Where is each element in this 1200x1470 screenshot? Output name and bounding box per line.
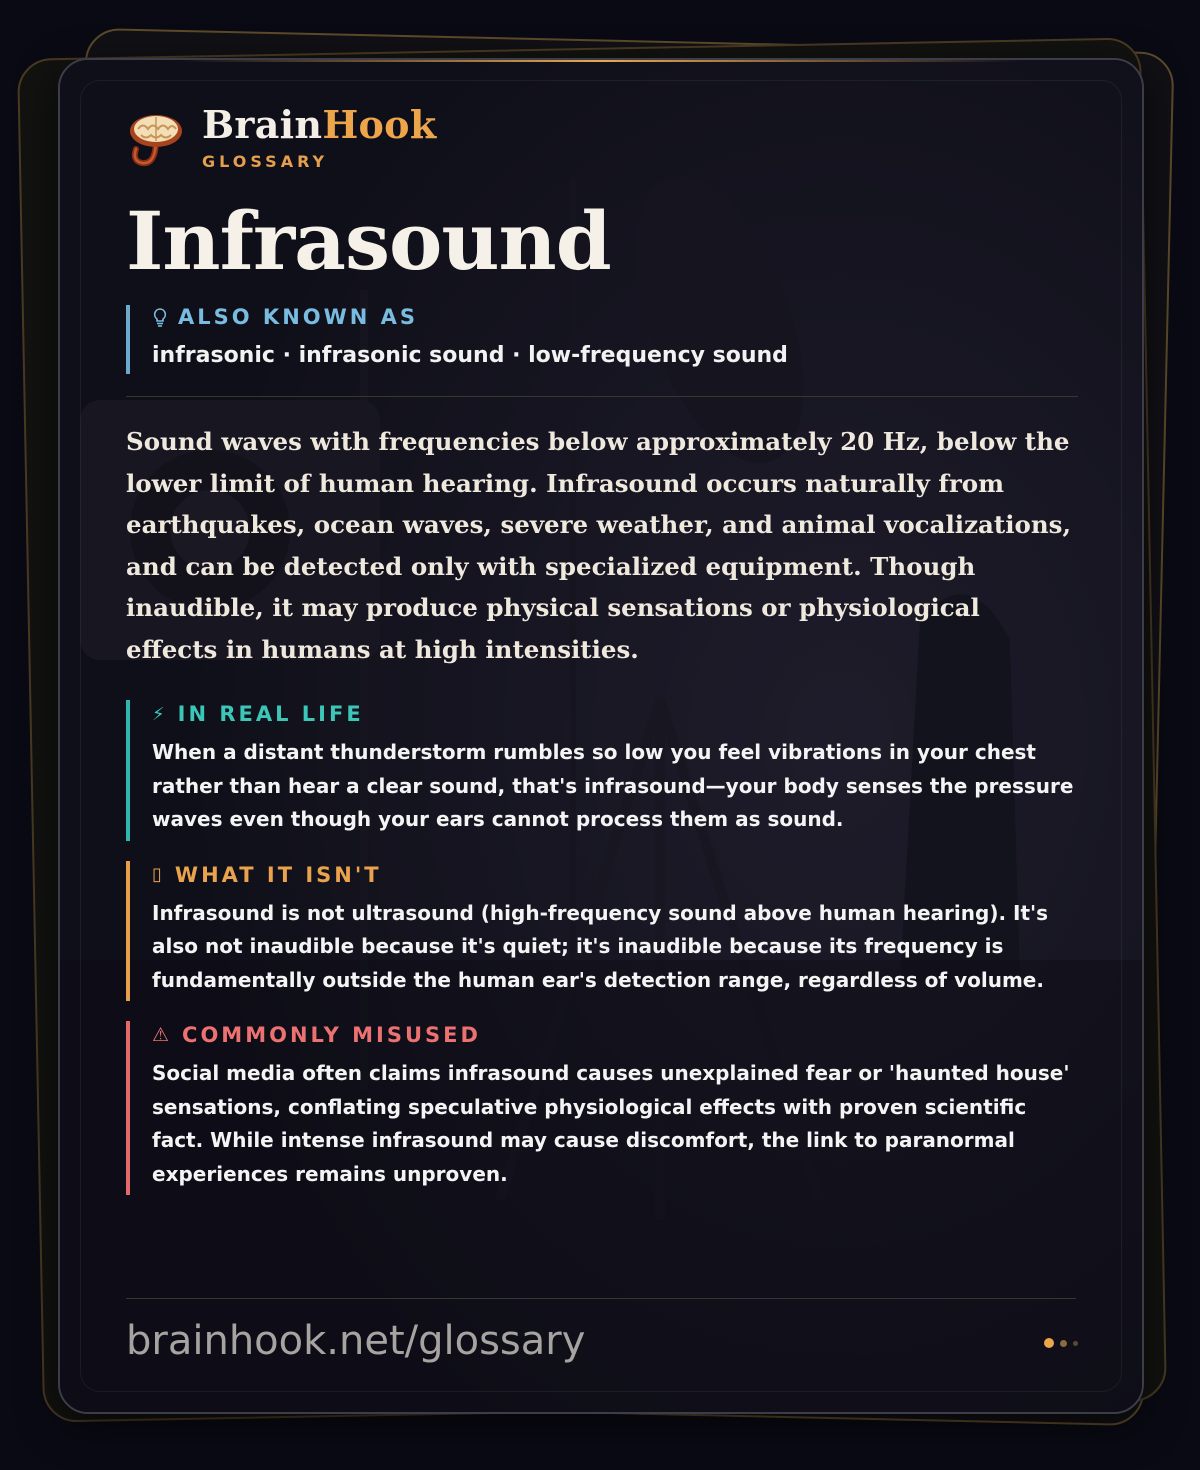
divider — [126, 396, 1078, 397]
commonly-misused-header — [152, 1023, 1078, 1047]
pagination-dots — [1044, 1338, 1078, 1348]
footer-divider — [126, 1298, 1076, 1299]
dot — [1060, 1340, 1067, 1347]
real-life-header — [152, 702, 1078, 726]
lightbulb-icon — [152, 307, 168, 327]
commonly-misused-text: Social media often claims infrasound causes unexplained fear or 'haunted house' sensations, conflating speculative physiological effects with proven scientific fact. While intense infrasound may cause discomfort, the link to paranormal experiences remains unproven. — [152, 1061, 1070, 1186]
brain-hook-icon — [126, 109, 186, 169]
also-known-as-section — [126, 305, 1078, 374]
brand-subtitle: GLOSSARY — [202, 152, 329, 171]
brand-name — [202, 102, 437, 147]
brand-name-part2: Hook — [322, 102, 437, 147]
real-life-label: IN REAL LIFE — [177, 702, 364, 726]
what-it-isnt-header — [152, 863, 1078, 887]
also-known-as-label: ALSO KNOWN AS — [178, 305, 419, 329]
what-it-isnt-label: WHAT IT ISN'T — [174, 862, 382, 887]
definition-text: Sound waves with frequencies below approximately 20 Hz, below the lower limit of human hearing. Infrasound occurs naturally from earthquakes, ocean waves, severe weather, and animal vocalizations, and can be detected only with specialized equipment. Though inaudible, it may produce physical sensations or physiological effects in humans at high intensities. — [126, 427, 1071, 664]
commonly-misused-label: COMMONLY MISUSED — [182, 1023, 481, 1047]
missing-glyph-icon: ▯ — [152, 864, 165, 885]
card-content — [126, 100, 1078, 1195]
footer-url-link[interactable]: brainhook.net/glossary — [126, 1318, 586, 1364]
glossary-term: Infrasound — [126, 194, 611, 288]
also-known-as-header — [152, 305, 1078, 329]
also-known-as-terms: infrasonic · infrasonic sound · low-frequency sound — [152, 343, 788, 368]
brand-name-part1: Brain — [202, 102, 323, 147]
commonly-misused-section — [126, 1021, 1078, 1195]
lightning-icon: ⚡ — [152, 703, 168, 725]
brand-header — [126, 102, 1078, 171]
dot — [1073, 1341, 1078, 1346]
dot-active — [1044, 1338, 1054, 1348]
warning-icon: ⚠ — [152, 1024, 173, 1046]
glossary-card — [58, 58, 1144, 1414]
real-life-text: When a distant thunderstorm rumbles so low you feel vibrations in your chest rather than hear a clear sound, that's infrasound—your body senses the pressure waves even though your ears cannot process them as sound. — [152, 740, 1074, 831]
real-life-section — [126, 700, 1078, 841]
top-accent-line — [180, 60, 1022, 62]
what-it-isnt-text: Infrasound is not ultrasound (high-frequency sound above human hearing). It's also not inaudible because it's quiet; it's inaudible because its frequency is fundamentally outside the human ear's detection range, regardless of volume. — [152, 900, 1049, 992]
what-it-isnt-section — [126, 861, 1078, 1002]
